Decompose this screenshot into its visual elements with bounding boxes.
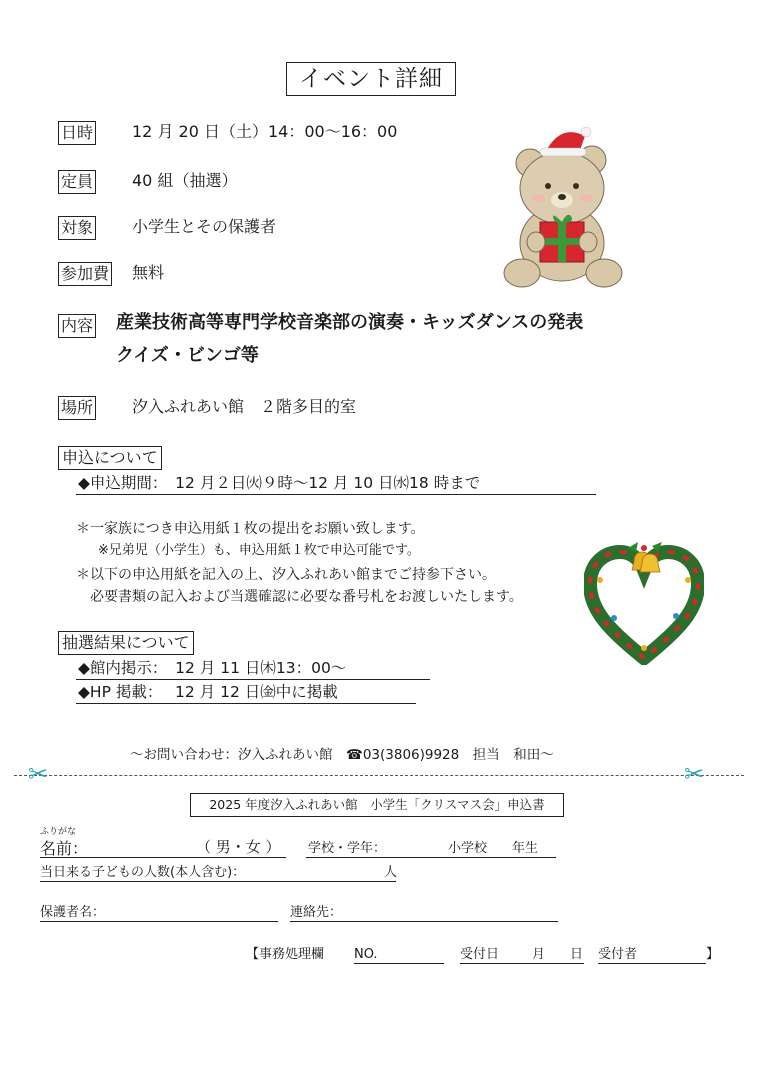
apply-note-1-sub: ※兄弟児（小学生）も、申込用紙１枚で申込可能です。 [98, 543, 420, 558]
contact-info: ～お問い合わせ：汐入ふれあい館 ☎03(3806)9928 担当 和田～ [130, 747, 554, 763]
school-field[interactable] [306, 857, 556, 858]
results-item-1: ◆館内掲示： 12 月 11 日㈭13：00～ [78, 659, 347, 677]
apply-header: 申込について [58, 446, 162, 470]
date-label: 日時 [58, 121, 96, 145]
office-receiver-field[interactable] [598, 963, 706, 964]
grade-suffix: 年生 [512, 841, 539, 856]
office-open: 【事務処理欄 [246, 947, 325, 962]
target-label: 対象 [58, 216, 96, 240]
results-header: 抽選結果について [58, 631, 194, 655]
apply-note-2-sub: 必要書類の記入および当選確認に必要な番号札をお渡しいたします。 [90, 589, 523, 605]
cut-line [14, 775, 744, 776]
place-value: 汐入ふれあい館 ２階多目的室 [132, 397, 357, 416]
results-item-2: ◆HP 掲載： 12 月 12 日㈮中に掲載 [78, 683, 338, 701]
apply-period: ◆申込期間： 12 月２日㈫９時～12 月 10 日㈬18 時まで [78, 474, 481, 492]
guardian-label: 保護者名： [40, 905, 106, 920]
fee-label: 参加費 [58, 262, 112, 286]
name-field[interactable] [40, 857, 286, 858]
office-month: 月 [532, 947, 546, 962]
office-no: NO. [354, 947, 378, 962]
office-no-field[interactable] [354, 963, 444, 964]
date-value: 12 月 20 日（土）14：00～16：00 [132, 122, 398, 141]
teddy-bear-icon [500, 118, 630, 293]
office-received: 受付日 [460, 947, 500, 962]
fee-value: 無料 [132, 263, 165, 282]
results-item-2-underline [76, 703, 416, 704]
guardian-field[interactable] [40, 921, 278, 922]
office-receiver: 受付者 [598, 947, 638, 962]
contact-field[interactable] [290, 921, 558, 922]
school-suffix: 小学校 [448, 841, 488, 856]
children-count-field[interactable] [40, 881, 396, 882]
name-label: 名前： [40, 839, 89, 858]
gender-options: （ 男・女 ） [196, 838, 281, 856]
apply-note-2: ＊以下の申込用紙を記入の上、汐入ふれあい館までご持参下さい。 [76, 567, 496, 583]
content-label: 内容 [58, 314, 96, 338]
content-line-2: クイズ・ビンゴ等 [116, 345, 259, 366]
school-label: 学校・学年： [308, 841, 387, 856]
wreath-icon [584, 540, 704, 665]
capacity-label: 定員 [58, 170, 96, 194]
content-line-1: 産業技術高等専門学校音楽部の演奏・キッズダンスの発表 [116, 312, 584, 333]
scissors-icon: ✂ [684, 760, 705, 788]
page-title: イベント詳細 [286, 62, 456, 96]
place-label: 場所 [58, 396, 96, 420]
apply-note-1: ＊一家族につき申込用紙１枚の提出をお願い致します。 [76, 521, 425, 537]
office-day: 日 [570, 947, 584, 962]
children-count-label: 当日来る子どもの人数(本人含む)： [40, 865, 246, 880]
contact-label: 連絡先： [290, 905, 343, 920]
results-item-1-underline [76, 679, 430, 680]
office-close: 】 [706, 947, 720, 962]
target-value: 小学生とその保護者 [132, 217, 277, 236]
scissors-icon: ✂ [28, 760, 49, 788]
apply-period-underline [76, 494, 596, 495]
furigana-label: ふりがな [40, 827, 77, 837]
office-received-field[interactable] [460, 963, 584, 964]
form-title: 2025 年度汐入ふれあい館 小学生「クリスマス会」申込書 [190, 793, 564, 817]
capacity-value: 40 組（抽選） [132, 171, 238, 190]
children-count-unit: 人 [384, 865, 398, 880]
